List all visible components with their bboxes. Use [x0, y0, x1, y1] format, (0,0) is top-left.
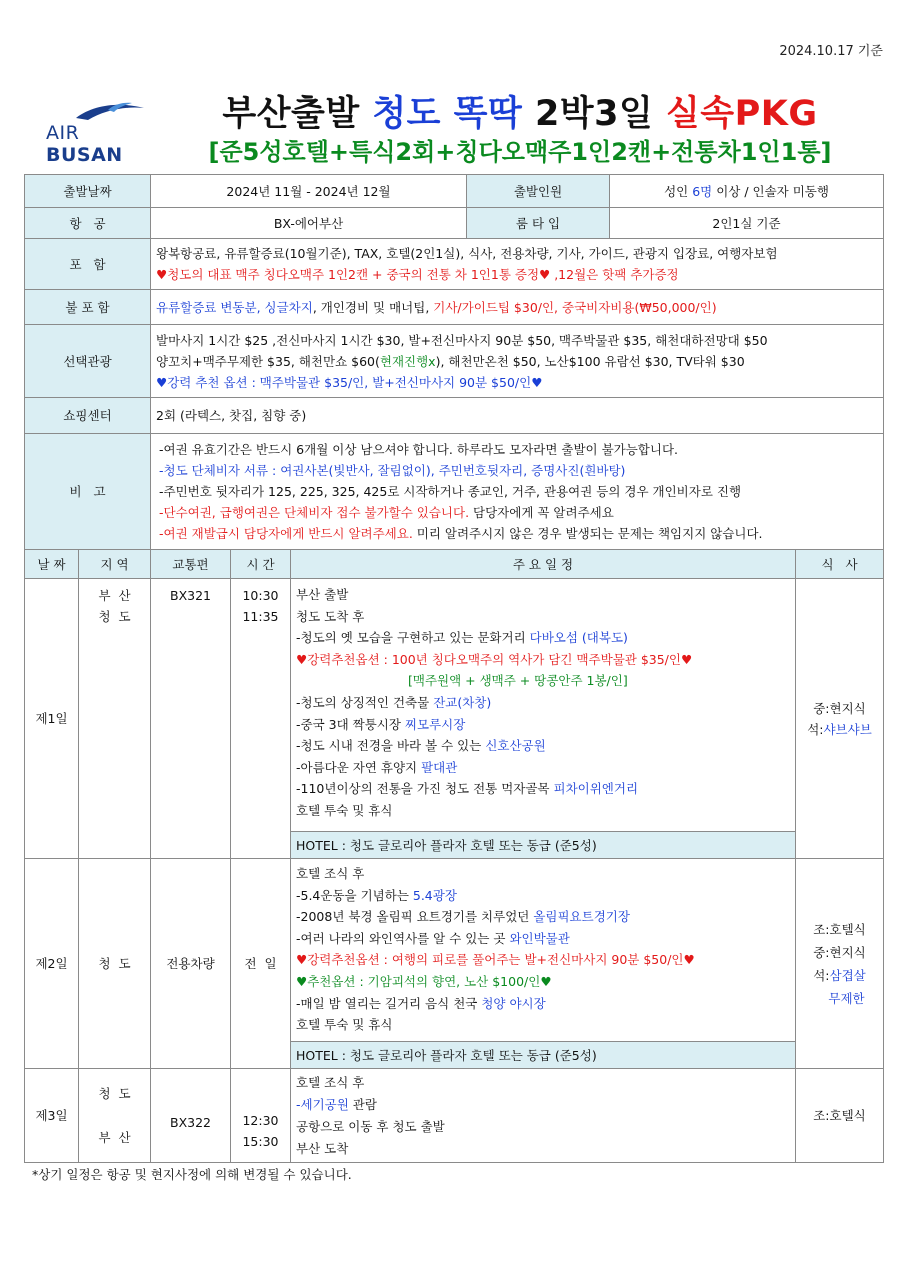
include-label: 포 함	[25, 239, 151, 290]
day3-time: 12:30 15:30	[231, 1069, 291, 1163]
col-header-time: 시 간	[231, 550, 291, 579]
room-value: 2인1실 기준	[610, 208, 884, 239]
day1-label: 제1일	[25, 579, 79, 859]
exclude-label: 불 포 함	[25, 290, 151, 325]
page-title: 부산출발 청도 똑딱 2박3일 실속PKG	[222, 94, 818, 134]
day3-meal: 조:호텔식	[796, 1069, 884, 1163]
page-subtitle: [준5성호텔+특식2회+칭다오맥주1인2캔+전통차1인1통]	[208, 138, 832, 166]
schedule-table	[24, 549, 884, 1163]
day2-region: 청 도	[79, 859, 151, 1069]
day1-itinerary: 부산 출발 청도 도착 후 -청도의 옛 모습을 구현하고 있는 문화거리 다바오섬 (대복도) ♥강력추천옵션 : 100년 칭다오맥주의 역사가 담긴 맥주박물관 $35/인♥ [맥주원액 + 생맥주 + 땅콩안주 1봉/인] -청도의 상징적인 건축물 잔교(차창) -중국 3대 짝퉁시장 찌모루시장 -청도 시내 전경을 바라 볼 수 있는 신호산공원 -아름다운 자연 휴양지 팔대관 -110년이상의 전통을 가진 청도 전통 먹자골목 피차이위엔거리 호텔 투숙 및 휴식	[291, 579, 796, 832]
footer-note: *상기 일정은 항공 및 현지사정에 의해 변경될 수 있습니다.	[32, 1167, 352, 1182]
day1-hotel: HOTEL : 청도 글로리아 플라자 호텔 또는 동급 (준5성)	[291, 832, 796, 859]
day2-meal: 조:호텔식 중:현지식 석:삼겹살 무제한	[796, 859, 884, 1069]
day2-itinerary: 호텔 조식 후 -5.4운동을 기념하는 5.4광장 -2008년 북경 올림픽 요트경기를 치루었던 올림픽요트경기장 -여러 나라의 와인역사를 알 수 있는 곳 와인박물관 ♥강력추천옵션 : 여행의 피로를 풀어주는 발+전신마사지 90분 $50/인♥ ♥추천옵션 : 기암괴석의 향연, 노산 $100/인♥ -매일 밤 열리는 길거리 음식 천국 청양 야시장 호텔 투숙 및 휴식	[291, 859, 796, 1042]
day1-flight: BX321	[151, 579, 231, 859]
day1-meal: 중:현지식 석:샤브샤브	[796, 579, 884, 859]
exclude-value: 유류할증료 변동분, 싱글차지, 개인경비 및 매너팁, 기사/가이드팁 $30/인, 중국비자비용(₩50,000/인)	[151, 290, 884, 325]
pax-label: 출발인원	[467, 175, 610, 208]
day2-transport: 전용차량	[151, 859, 231, 1069]
optional-tour-value: 발마사지 1시간 $25 ,전신마사지 1시간 $30, 발+전신마사지 90분 $50, 맥주박물관 $35, 해천대하전망대 $50 양꼬치+맥주무제한 $35, 해천만쇼 $60(현재진행x), 해천만온천 $50, 노산$100 유람선 $30, TV타워 $30 ♥강력 추천 옵션 : 맥주박물관 $35/인, 발+전신마사지 90분 $50/인♥	[151, 325, 884, 398]
day2-time: 전 일	[231, 859, 291, 1069]
col-header-transport: 교통편	[151, 550, 231, 579]
airline-label: 항 공	[25, 208, 151, 239]
col-header-meal: 식 사	[796, 550, 884, 579]
day3-flight: BX322	[151, 1069, 231, 1163]
day2-label: 제2일	[25, 859, 79, 1069]
depart-date-label: 출발날짜	[25, 175, 151, 208]
note-value: -여권 유효기간은 반드시 6개월 이상 남으셔야 합니다. 하루라도 모자라면 출발이 불가능합니다. -청도 단체비자 서류 : 여권사본(빛반사, 잘림없이), 주민번호뒷자리, 증명사진(흰바탕) -주민번호 뒷자리가 125, 225, 325, 425로 시작하거나 종교인, 거주, 관용여권 등의 경우 개인비자로 진행 -단수여권, 급행여권은 단체비자 접수 불가할수 있습니다. 담당자에게 꼭 알려주세요 -여권 재발급시 담당자에게 반드시 알려주세요. 미리 알려주시지 않은 경우 발생되는 문제는 책임지지 않습니다.	[151, 434, 884, 550]
include-value: 왕복항공료, 유류할증료(10월기준), TAX, 호텔(2인1실), 식사, 전용차량, 기사, 가이드, 관광지 입장료, 여행자보험 ♥청도의 대표 맥주 칭다오맥주 1인2캔 + 중국의 전통 차 1인1통 증정♥ ,12월은 핫팩 추가증정	[151, 239, 884, 290]
shopping-value: 2회 (라텍스, 찻집, 침향 중)	[151, 398, 884, 434]
room-label: 룸 타 입	[467, 208, 610, 239]
reference-date: 2024.10.17 기준	[779, 44, 883, 59]
air-busan-logo: AIR BUSAN	[44, 100, 154, 150]
day2-hotel: HOTEL : 청도 글로리아 플라자 호텔 또는 동급 (준5성)	[291, 1042, 796, 1069]
air-busan-wing-icon	[74, 100, 146, 122]
depart-date-value: 2024년 11월 - 2024년 12월	[151, 175, 467, 208]
col-header-region: 지 역	[79, 550, 151, 579]
pax-value: 성인 6명 이상 / 인솔자 미동행	[610, 175, 884, 208]
day3-label: 제3일	[25, 1069, 79, 1163]
airline-value: BX-에어부산	[151, 208, 467, 239]
day3-region: 청 도 부 산	[79, 1069, 151, 1163]
day1-region: 부 산 청 도	[79, 579, 151, 859]
note-label: 비 고	[25, 434, 151, 550]
shopping-label: 쇼핑센터	[25, 398, 151, 434]
day3-itinerary: 호텔 조식 후 -세기공원 관람 공항으로 이동 후 청도 출발 부산 도착	[291, 1069, 796, 1163]
col-header-itinerary: 주 요 일 정	[291, 550, 796, 579]
info-table	[24, 174, 884, 550]
col-header-date: 날 짜	[25, 550, 79, 579]
optional-tour-label: 선택관광	[25, 325, 151, 398]
day1-time: 10:30 11:35	[231, 579, 291, 859]
